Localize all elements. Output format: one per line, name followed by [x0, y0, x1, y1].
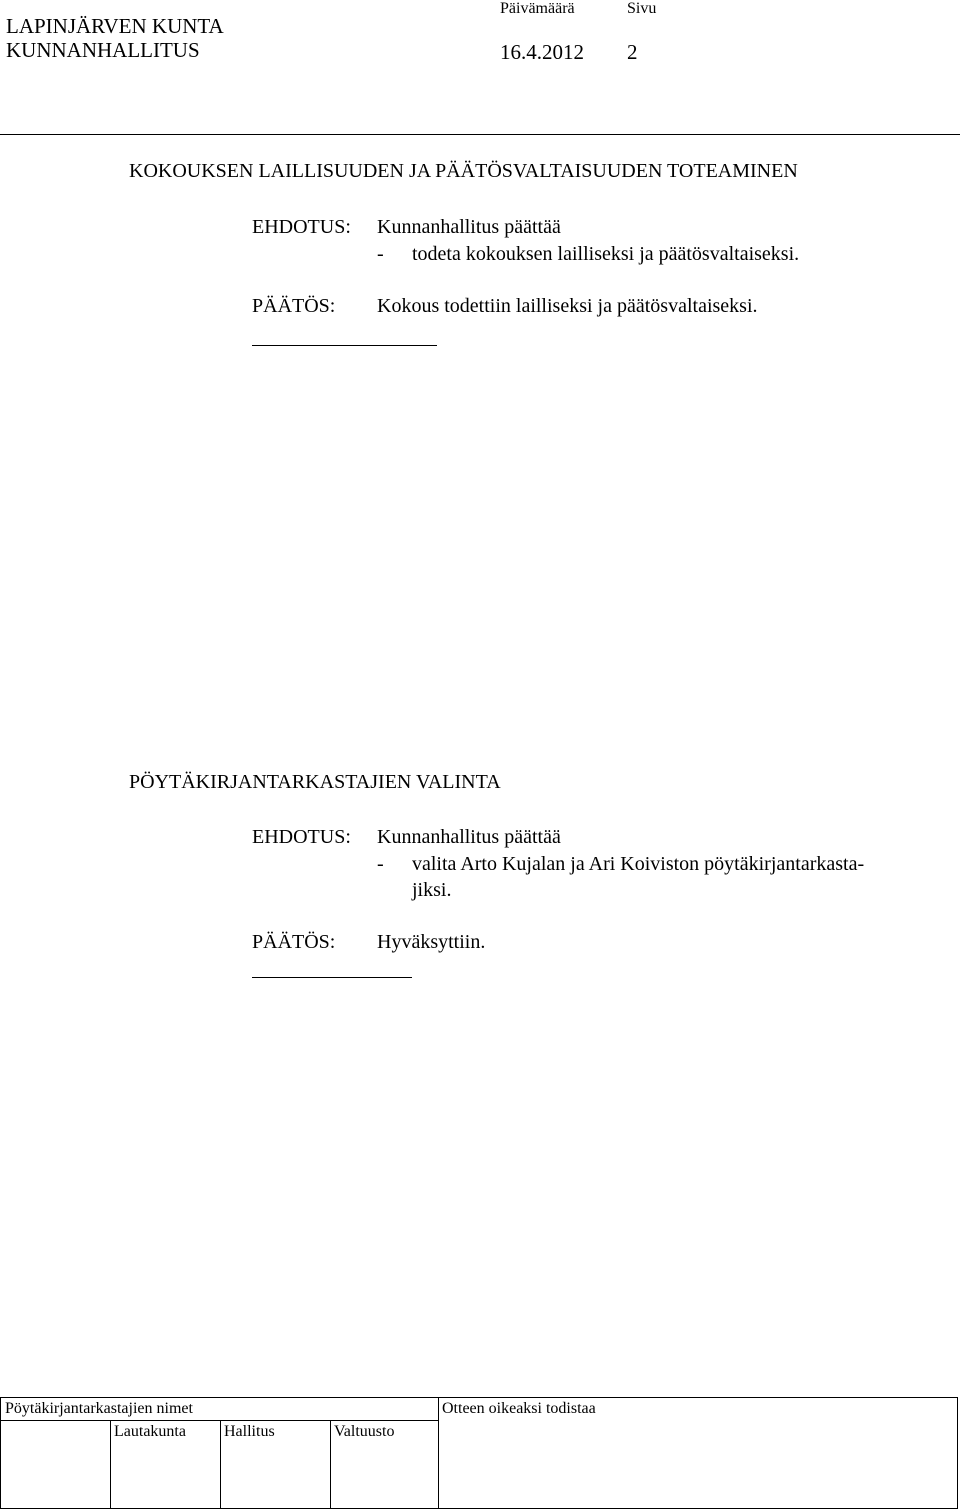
column-hallitus: Hallitus — [224, 1423, 275, 1440]
proposal-item-line1: valita Arto Kujalan ja Ari Koiviston pöytäkirjantarkasta- — [412, 853, 865, 875]
proposal-intro: Kunnanhallitus päättää — [377, 826, 561, 848]
column-valtuusto: Valtuusto — [334, 1423, 395, 1440]
decision-label: PÄÄTÖS: — [252, 295, 336, 317]
proposal-dash: - — [377, 853, 384, 875]
date-label: Päivämäärä — [500, 0, 575, 17]
decision-label: PÄÄTÖS: — [252, 931, 336, 953]
table-column-divider — [438, 1398, 439, 1508]
proposal-item-line2: jiksi. — [412, 879, 452, 901]
section-end-rule — [252, 345, 437, 346]
proposal-label: EHDOTUS: — [252, 216, 351, 238]
organization-name: LAPINJÄRVEN KUNTA — [6, 14, 224, 38]
proposal-label: EHDOTUS: — [252, 826, 351, 848]
department-name: KUNNANHALLITUS — [6, 38, 200, 62]
header-divider — [0, 134, 960, 135]
page-label: Sivu — [627, 0, 657, 17]
date-value: 16.4.2012 — [500, 40, 584, 64]
decision-text: Hyväksyttiin. — [377, 931, 486, 953]
signature-table — [0, 1397, 958, 1509]
table-column-divider — [110, 1420, 111, 1508]
decision-text: Kokous todettiin lailliseksi ja päätösvaltaiseksi. — [377, 295, 758, 317]
proposal-dash: - — [377, 243, 384, 265]
organization-block — [6, 14, 224, 62]
proposal-intro: Kunnanhallitus päättää — [377, 216, 561, 238]
certified-copy-label: Otteen oikeaksi todistaa — [442, 1400, 596, 1417]
section-title-legality: KOKOUKSEN LAILLISUUDEN JA PÄÄTÖSVALTAISUUDEN TOTEAMINEN — [129, 160, 798, 182]
table-column-divider — [220, 1420, 221, 1508]
section-end-rule — [252, 977, 412, 978]
section-title-inspectors: PÖYTÄKIRJANTARKASTAJIEN VALINTA — [129, 771, 501, 793]
table-column-divider — [330, 1420, 331, 1508]
proposal-item: todeta kokouksen lailliseksi ja päätösvaltaiseksi. — [412, 243, 800, 265]
column-lautakunta: Lautakunta — [114, 1423, 186, 1440]
page-number: 2 — [627, 40, 638, 64]
inspectors-names-label: Pöytäkirjantarkastajien nimet — [5, 1400, 193, 1417]
